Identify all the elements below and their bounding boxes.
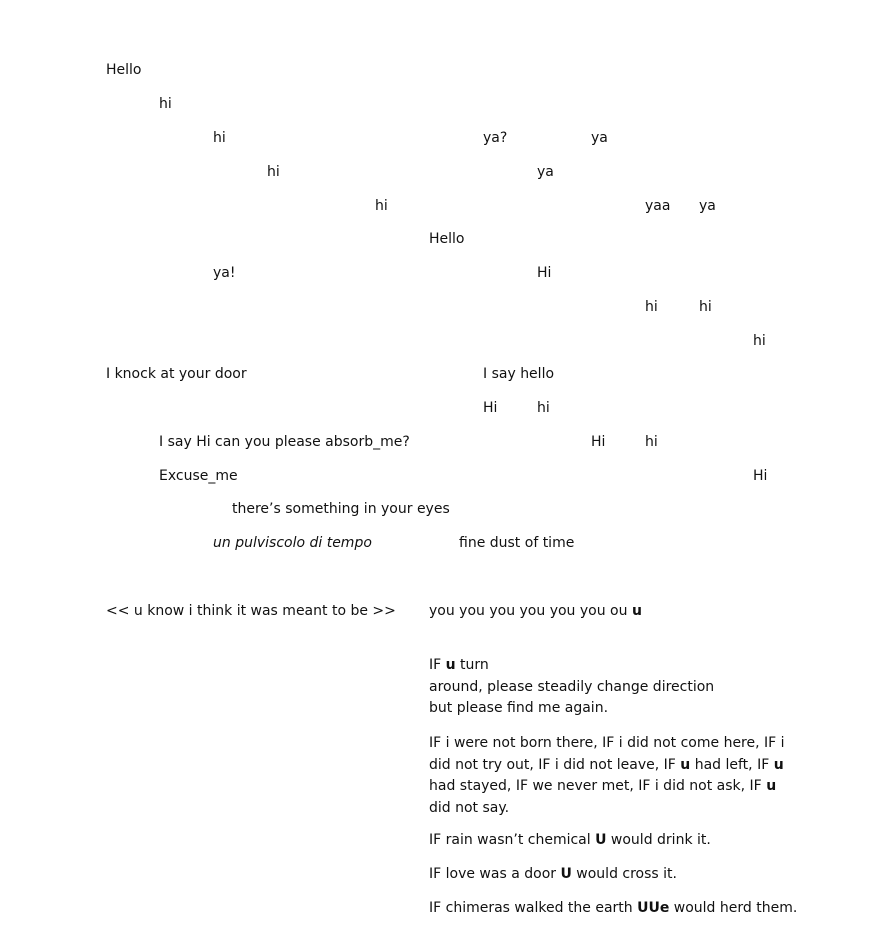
paragraph-line: had stayed, IF we never met, IF i did not ask, IF u	[429, 778, 777, 794]
poem-word: ya	[699, 198, 716, 214]
paragraph-2	[429, 733, 799, 819]
paragraph-line: around, please steadily change direction	[429, 678, 715, 695]
poem-word: hi	[159, 96, 172, 112]
poem-line-italic: un pulviscolo di tempo	[213, 535, 372, 551]
poem-line: I knock at your door	[106, 366, 247, 382]
poem-word: Hello	[429, 231, 465, 247]
poem-word: ya	[591, 130, 608, 146]
poem-line: I say Hi can you please absorb_me?	[159, 434, 410, 450]
paragraph-line: did not try out, IF i did not leave, IF u had left, IF u	[429, 756, 784, 773]
paragraph-4	[429, 864, 799, 886]
paragraph-1	[429, 655, 799, 720]
poem-word: hi	[645, 299, 658, 315]
paragraph-3	[429, 830, 799, 852]
paragraph-line: did not say.	[429, 799, 510, 816]
paragraph-line: IF u turn	[429, 657, 489, 673]
poem-word: hi	[375, 198, 388, 214]
poem-line: fine dust of time	[459, 535, 575, 551]
poem-line: Excuse_me	[159, 468, 238, 484]
poem-word: hi	[213, 130, 226, 146]
paragraph-line: IF love was a door U would cross it.	[429, 866, 677, 882]
poem-line	[429, 602, 642, 620]
paragraph-line: IF chimeras walked the earth UUe would herd them.	[429, 900, 798, 916]
poem-word: Hi	[537, 265, 552, 281]
poem-word: hi	[537, 400, 550, 416]
poem-word: ya	[537, 164, 554, 180]
paragraph-5	[429, 898, 799, 920]
poem-word: hi	[753, 333, 766, 349]
paragraph-line: IF rain wasn’t chemical U would drink it.	[429, 832, 711, 848]
poem-word: Hi	[591, 434, 606, 450]
poem-word: hi	[267, 164, 280, 180]
poem-line: << u know i think it was meant to be >>	[106, 603, 396, 619]
paragraph-line: IF i were not born there, IF i did not come here, IF i	[429, 735, 785, 751]
poem-word: hi	[645, 434, 658, 450]
poem-word: hi	[699, 299, 712, 315]
poem-word: Hello	[106, 62, 142, 78]
poem-line: I say hello	[483, 366, 555, 382]
poem-word: ya?	[483, 130, 508, 146]
poem-word: Hi	[753, 468, 768, 484]
poem-word: yaa	[645, 198, 671, 214]
poem-word: ya!	[213, 265, 236, 281]
paragraph-line: but please find me again.	[429, 700, 609, 716]
poem-text: you you you you you you ou	[429, 603, 632, 619]
poem-line: there’s something in your eyes	[232, 501, 450, 517]
poem-text-bold: u	[631, 603, 642, 619]
poem-word: Hi	[483, 400, 498, 416]
